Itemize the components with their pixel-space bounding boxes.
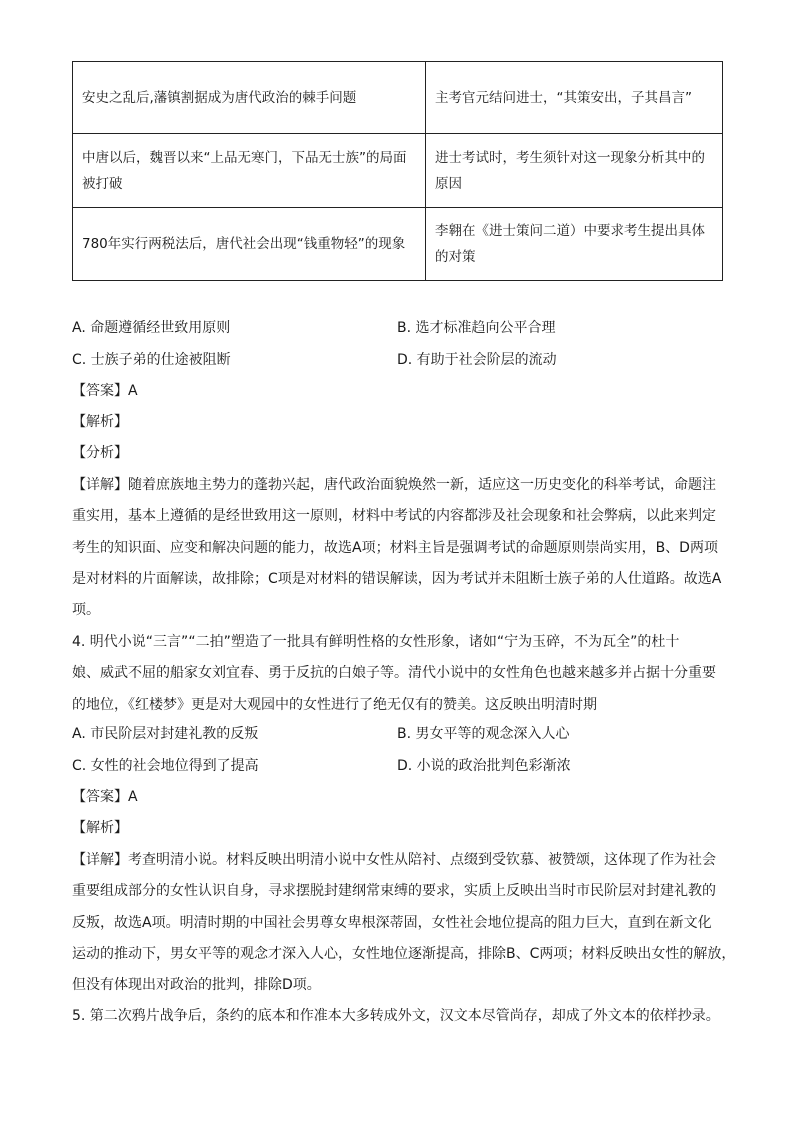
q4-option-c: C. 女性的社会地位得到了提高 [72,758,259,774]
text-line: 但没有体现出对政治的批判，排除D项。 [72,977,321,994]
text-line: 4. 明代小说“三言”“二拍”塑造了一批具有鲜明性格的女性形象，诸如“宁为玉碎，不为瓦全”的杜十 [72,634,680,650]
q3-jiexi-label: 【解析】 [72,414,128,430]
text-line: 考生的知识面、应变和解决问题的能力，故选A项；材料主旨是强调考试的命题原则崇尚实用，B、D两项 [72,539,718,556]
q4-option-b: B. 男女平等的观念深入人心 [397,726,570,742]
text-line: 【详解】随着庶族地主势力的蓬勃兴起，唐代政治面貌焕然一新，适应这一历史变化的科举考试，命题注 [72,477,716,493]
q5-stem: 5. 第二次鸦片战争后，条约的底本和作准本大多转成外文，汉文本尽管尚存，却成了外文本的依样抄录。 [72,1008,720,1024]
q3-option-d: D. 有助于社会阶层的流动 [397,352,557,368]
q4-stem [72,627,722,721]
text-line: 【详解】考查明清小说。材料反映出明清小说中女性从陪衬、点缀到受钦慕、被赞颂，这体现了作为社会 [72,852,716,868]
q4-option-a: A. 市民阶层对封建礼教的反叛 [72,726,259,742]
q4-option-d: D. 小说的政治批判色彩渐浓 [397,758,571,774]
q3-option-c: C. 士族子弟的仕途被阻断 [72,352,231,368]
text-line: 反叛，故选A项。明清时期的中国社会男尊女卑根深蒂固，女性社会地位提高的阻力巨大，直到在新文化 [72,914,712,931]
table-cell: 进士考试时，考生须针对这一现象分析其中的原因 [426,134,723,208]
material-table [72,61,723,281]
table-cell: 主考官元结问进士，“其策安出，子其昌言” [426,62,723,134]
text-line: 项。 [72,602,100,619]
text-line: 娘、威武不屈的船家女刘宜春、勇于反抗的白娘子等。清代小说中的女性角色也越来越多并占据十分重要 [72,665,716,682]
q4-detail [72,845,736,1001]
text-line: 是对材料的片面解读，故排除；C项是对材料的错误解读，因为考试并未阻断士族子弟的人仕道路。故选A [72,570,722,587]
text-line: 重实用，基本上遵循的是经世致用这一原则，材料中考试的内容都涉及社会现象和社会弊病，以此来判定 [72,508,716,525]
q4-jiexi-label: 【解析】 [72,820,128,836]
table-row [73,208,723,281]
q3-answer: 【答案】A [72,383,138,399]
text-line: 运动的推动下，男女平等的观念才深入人心，女性地位逐渐提高，排除B、C两项；材料反映出女性的解放， [72,945,736,962]
text-line: 的地位，《红楼梦》更是对大观园中的女性进行了绝无仅有的赞美。这反映出明清时期 [72,696,597,713]
table-cell: 中唐以后，魏晋以来“上品无寒门，下品无士族”的局面被打破 [73,134,426,208]
text-line: 重要组成部分的女性认识自身，寻求摆脱封建纲常束缚的要求，实质上反映出当时市民阶层对封建礼教的 [72,883,716,900]
q4-answer: 【答案】A [72,789,138,805]
table-row [73,62,723,134]
q3-fenxi-label: 【分析】 [72,445,128,461]
q3-option-a: A. 命题遵循经世致用原则 [72,320,231,336]
table-row [73,134,723,208]
q3-option-b: B. 选才标准趋向公平合理 [397,320,556,336]
table-cell: 安史之乱后,藩镇割据成为唐代政治的棘手问题 [73,62,426,134]
q3-detail [72,470,722,626]
table-cell: 李翱在《进士策问二道）中要求考生提出具体的对策 [426,208,723,281]
table-cell: 780年实行两税法后，唐代社会出现“钱重物轻”的现象 [73,208,426,281]
